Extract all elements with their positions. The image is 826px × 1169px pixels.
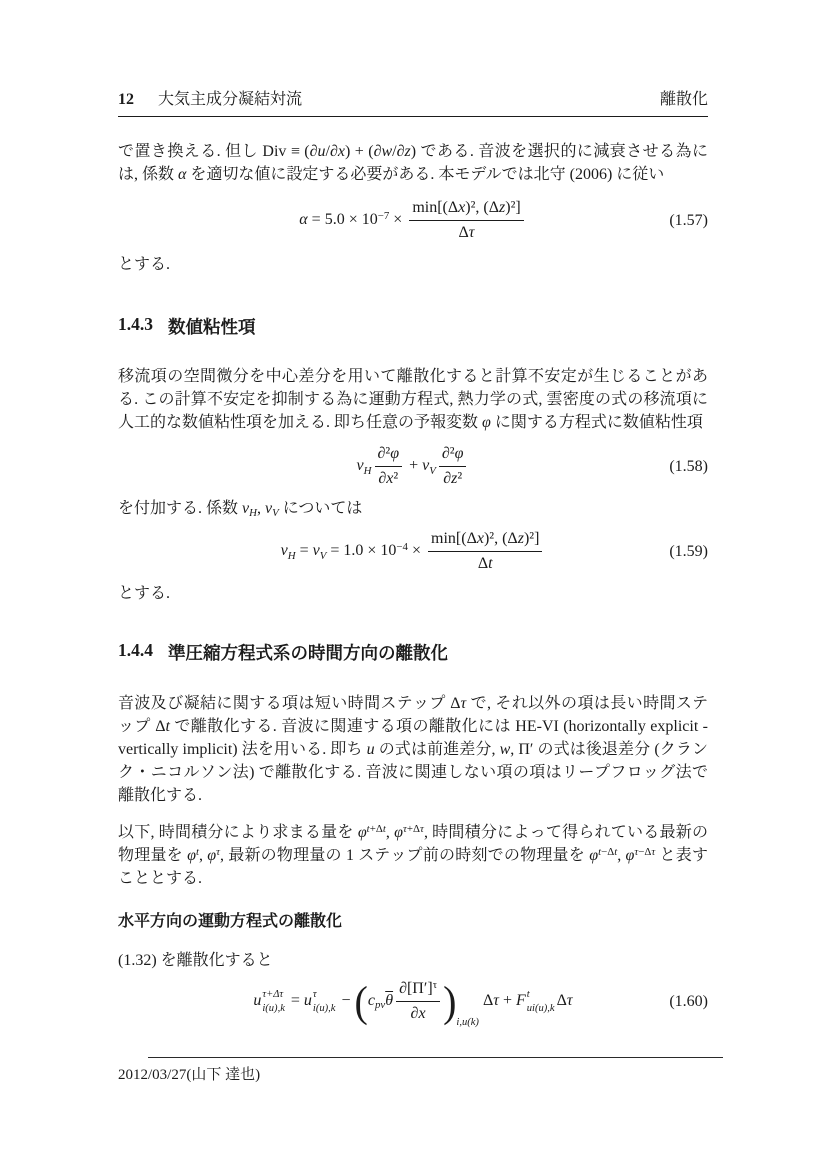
equation-1-57-math: $\alpha = 5.0 \times 10^{-7}$ × min[(Δx)², (Δz)²] Δτ	[299, 198, 526, 243]
equation-1-60	[118, 976, 708, 1029]
page-content	[118, 140, 708, 1029]
subsection-heading-horizontal-momentum: 水平方向の運動方程式の離散化	[118, 913, 343, 930]
equation-1-57-number: (1.57)	[669, 211, 708, 229]
page-header	[118, 86, 708, 117]
equation-1-59-number: (1.59)	[669, 542, 708, 560]
section-number: 1.4.3	[118, 314, 153, 334]
header-left-title: 大気主成分凝結対流	[158, 91, 303, 108]
equation-1-57	[118, 198, 708, 243]
footer-date-author: 2012/03/27(山下 達也)	[118, 1067, 261, 1083]
section-heading-1-4-4	[118, 640, 708, 665]
paragraph-tosuru-2: とする.	[118, 585, 171, 602]
footnote-rule	[148, 1057, 723, 1058]
paragraph-coefficients: を付加する. 係数 $\nu_H$, $\nu_V$ については	[118, 500, 363, 520]
equation-1-58	[118, 444, 708, 489]
equation-1-58-number: (1.58)	[669, 457, 708, 475]
equation-1-60-number: (1.60)	[669, 992, 708, 1010]
equation-1-59-math: $\nu_H = \nu_V = 1.0 \times 10^{-4}$ × min[(Δx)², (Δz)²] Δt	[281, 529, 546, 574]
paragraph-notation: 以下, 時間積分により求まる量を $\varphi^{t+\Delta t}$, $\varphi^{\tau+\Delta\tau}$, 時間積分によって得られている最新の物理量を $\varphi^t$, $\varphi^\tau$, 最新の物理量の 1 ステップ前の時刻での物理量を $\varphi^{t-\Delta t}$, $\varphi^{\tau-\Delta\tau}$ と表すこととする.	[118, 822, 708, 887]
paragraph-numerical-viscosity: 移流項の空間微分を中心差分を用いて離散化すると計算不安定が生じることがある. この計算不安定を抑制する為に運動方程式, 熱力学の式, 雲密度の式の移流項に人工的な数値粘性項を加える. 即ち任意の予報変数 φ に関する方程式に数値粘性項	[118, 368, 708, 431]
section-title: 数値粘性項	[168, 317, 256, 337]
header-right-title: 離散化	[659, 91, 708, 108]
paragraph-tosuru-1: とする.	[118, 256, 171, 273]
equation-1-59	[118, 529, 708, 574]
section-title: 準圧縮方程式系の時間方向の離散化	[168, 643, 448, 663]
page-number: 12	[118, 91, 134, 108]
section-number: 1.4.4	[118, 640, 153, 660]
paragraph-time-discretization: 音波及び凝結に関する項は短い時間ステップ Δτ で, それ以外の項は長い時間ステップ Δt で離散化する. 音波に関連する項の離散化には HE-VI (horizontally explicit - vertically implicit) 法を用いる. 即ち u の式は前進差分, w, Π′ の式は後退差分 (クランク・ニコルソン法) で離散化する. 音波に関連しない項の項はリープフロッグ法で離散化する.	[118, 695, 708, 804]
section-heading-1-4-3	[118, 314, 708, 339]
equation-1-60-math: u τ+Δτ i(u),k = u τ i(u),k − ( c pv $\overline{\theta}$ $\partial[\Pi']^\tau$ ∂x ) $_{i,u(k)}$ Δτ + F t ui(u),k Δτ	[253, 976, 573, 1029]
equation-1-58-math: $\nu_H$ $\frac{\text{∂²φ}}{\text{∂x²}}$ + $\nu_V$ $\frac{\text{∂²φ}}{\text{∂z²}}$	[357, 444, 470, 489]
paragraph-divergence-damping: で置き換える. 但し Div ≡ (∂u/∂x) + (∂w/∂z) である. 音波を選択的に減衰させる為には, 係数 α を適切な値に設定する必要がある. 本モデルでは北守 (2006) に従い	[118, 143, 708, 183]
paragraph-discretize-132: (1.32) を離散化すると	[118, 952, 273, 969]
